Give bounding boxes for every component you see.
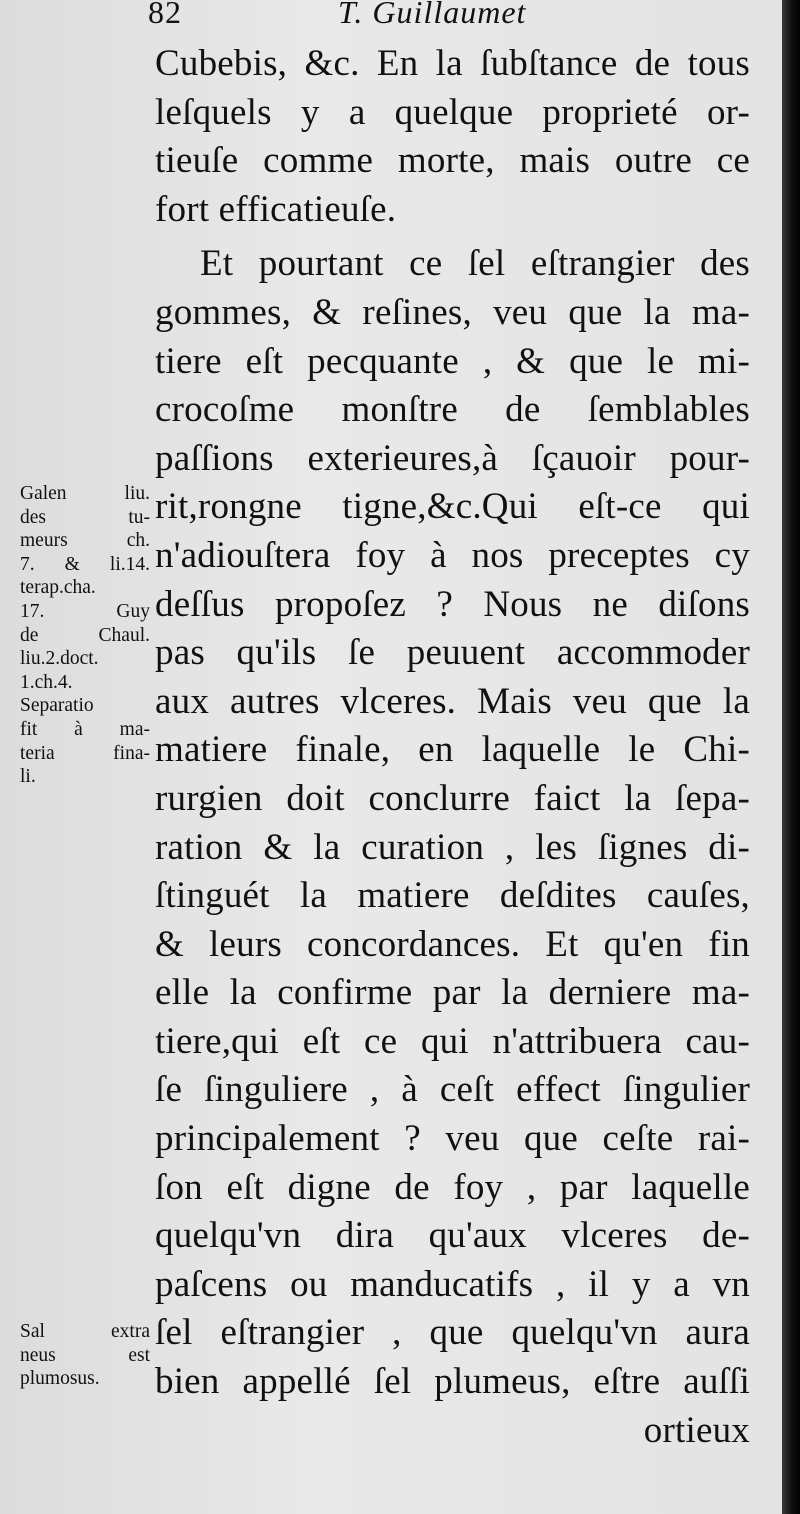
text-line: bien appellé ſel plumeus, eſtre auſſi (155, 1361, 750, 1403)
page-number: 82 (148, 0, 182, 30)
margin-note-line: neus est (20, 1344, 150, 1366)
margin-note-line: Separatio (20, 695, 94, 717)
page-header (148, 0, 748, 40)
margin-note-line: fit à ma- (20, 718, 150, 740)
text-line: & leurs concordances. Et qu'en fin (155, 923, 750, 965)
text-line: aux autres vlceres. Mais veu que la (155, 680, 750, 722)
running-title: T. Guillaumet (338, 0, 527, 30)
text-line: ſel eſtrangier , que quelqu'vn aura (155, 1312, 750, 1354)
text-line: deſſus propoſez ? Nous ne diſons (155, 583, 750, 625)
text-line: ſon eſt digne de foy , par laquelle (155, 1166, 750, 1208)
text-line: gommes, & reſines, veu que la ma- (155, 291, 750, 333)
text-line: tieuſe comme morte, mais outre ce (155, 140, 750, 182)
margin-note-line: plumosus. (20, 1368, 100, 1390)
text-line: matiere finale, en laquelle le Chi- (155, 729, 750, 771)
text-line: crocoſme monſtre de ſemblables (155, 389, 750, 431)
text-line: Cubebis, &c. En la ſubſtance de tous (155, 43, 750, 84)
margin-note-line: 7. & li.14. (20, 553, 150, 575)
text-line: ration & la curation , les ſignes di- (155, 826, 750, 868)
margin-note-line: 1.ch.4. (20, 671, 73, 693)
margin-note-line: terap.cha. (20, 577, 96, 599)
margin-note-line: 17. Guy (20, 600, 150, 622)
text-line: principalement ? veu que ceſte rai- (155, 1118, 750, 1160)
text-line: elle la confirme par la derniere ma- (155, 972, 750, 1014)
margin-note-sal (20, 1320, 150, 1391)
text-line: ſtinguét la matiere deſdites cauſes, (155, 875, 750, 917)
margin-note-references (20, 482, 150, 789)
text-line: paſcens ou manducatifs , il y a vn (155, 1263, 750, 1305)
text-line: tiere eſt pecquante , & que le mi- (155, 340, 750, 382)
text-line: leſquels y a quelque proprieté or- (155, 91, 750, 133)
margin-note-line: Sal extra (20, 1321, 150, 1342)
text-line: fort efficatieuſe. (155, 188, 397, 230)
main-text-block (155, 40, 750, 1455)
text-line: Et pourtant ce ſel eſtrangier des (200, 243, 750, 285)
margin-note-line: teria fina- (20, 742, 150, 764)
text-line: pas qu'ils ſe peuuent accommoder (155, 632, 750, 674)
margin-note-line: Galen liu. (20, 483, 150, 504)
text-line: rurgien doit conclurre faict la ſepa- (155, 777, 750, 819)
text-line: ſe ſinguliere , à ceſt effect ſingulier (155, 1069, 750, 1111)
text-line: quelqu'vn dira qu'aux vlceres de- (155, 1215, 750, 1257)
text-line: rit,rongne tigne,&c.Qui eſt-ce qui (155, 486, 750, 528)
text-line: n'adiouſtera foy à nos preceptes cy (155, 534, 750, 576)
margin-note-line: li. (20, 766, 36, 788)
margin-note-line: de Chaul. (20, 624, 150, 646)
margin-note-line: des tu- (20, 506, 150, 528)
margin-note-line: liu.2.doct. (20, 648, 99, 670)
text-line: paſſions exterieures,à ſçauoir pour- (155, 437, 750, 479)
catchword: ortieux (643, 1409, 750, 1451)
text-line: tiere,qui eſt ce qui n'attribuera cau- (155, 1020, 750, 1062)
book-gutter-shadow (782, 0, 800, 1514)
margin-note-line: meurs ch. (20, 530, 150, 552)
